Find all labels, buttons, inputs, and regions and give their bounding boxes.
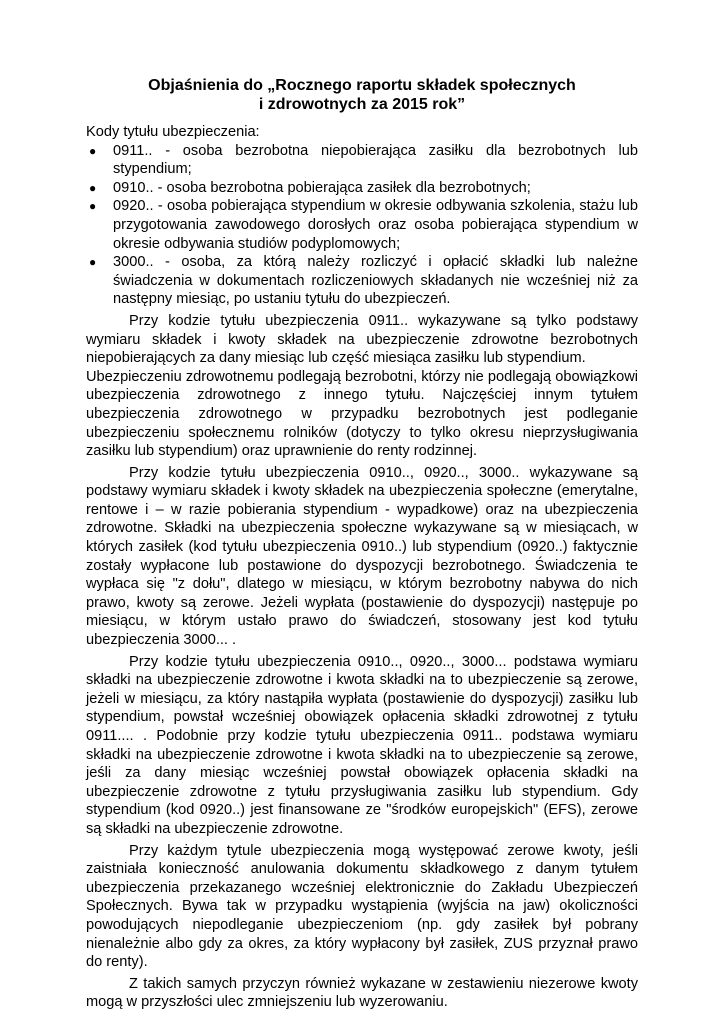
document-body	[86, 123, 638, 1012]
paragraph-0911: Przy kodzie tytułu ubezpieczenia 0911.. wykazywane są tylko podstawy wymiaru składek i kwoty składek na ubezpieczenie zdrowotne bezrobotnych niepobierających za dany miesiąc lub część miesiąca zasiłku lub stypendium.	[86, 312, 638, 367]
title-line-1: Objaśnienia do „Rocznego raportu składek społecznych	[148, 77, 576, 94]
list-item	[86, 253, 638, 309]
code-0920-text: 0920.. - osoba pobierająca stypendium w okresie odbywania szkolenia, stażu lub przygotowania zawodowego dorosłych oraz osoba pobierająca stypendium w okresie odbywania studiów podyplomowych;	[113, 198, 638, 252]
code-3000-text: 3000.. - osoba, za którą należy rozliczyć i opłacić składki lub należne świadczenia w dokumentach rozliczeniowych składanych nie wcześniej niż za następny miesiąc, po ustaniu tytułu do ubezpieczeń.	[113, 254, 638, 308]
code-0911-text: 0911.. - osoba bezrobotna niepobierająca zasiłku dla bezrobotnych lub stypendium;	[113, 142, 638, 178]
paragraph-zero-health-contribution: Przy kodzie tytułu ubezpieczenia 0910.., 0920.., 3000... podstawa wymiaru składki na ubezpieczenie zdrowotne i kwota składki na to ubezpieczenie są zerowe, jeżeli w miesiącu, za który nastąpiła wypłata (postawienie do dyspozycji) zasiłku lub stypendium, powstał wcześniej obowiązek opłacenia składki zdrowotnej z tytułu 0911.... . Podobnie przy kodzie tytułu ubezpieczenia 0911.. podstawa wymiaru składki na ubezpieczenie zdrowotne i kwota składki na to ubezpieczenie są zerowe, jeśli za dany miesiąc wcześniej powstał obowiązek opłacenia składki na ubezpieczenie zdrowotne z tytułu przysługiwania zasiłku lub stypendium. Gdy stypendium (kod 0920..) jest finansowane ze "środków europejskich" (EFS), zerowe są składki na ubezpieczenie zdrowotne.	[86, 653, 638, 837]
bullet-icon: ●	[89, 143, 97, 158]
codes-intro: Kody tytułu ubezpieczenia:	[86, 124, 260, 140]
title-line-2: i zdrowotnych za 2015 rok”	[258, 96, 466, 113]
bullet-icon: ●	[89, 180, 97, 195]
document-title	[86, 76, 638, 114]
insurance-codes-list	[86, 142, 638, 309]
list-item	[86, 179, 638, 198]
code-0910-text: 0910.. - osoba bezrobotna pobierająca zasiłek dla bezrobotnych;	[113, 179, 531, 196]
paragraph-future-changes: Z takich samych przyczyn również wykazane w zestawieniu niezerowe kwoty mogą w przyszłości ulec zmniejszeniu lub wyzerowaniu.	[86, 975, 638, 1011]
paragraph-annulment: Przy każdym tytule ubezpieczenia mogą występować zerowe kwoty, jeśli zaistniała konieczność anulowania dokumentu składkowego z danym tytułem ubezpieczenia przekazanego wcześniej elektronicznie do Zakładu Ubezpieczeń Społecznych. Bywa tak w przypadku wystąpienia (wyjścia na jaw) okoliczności powodujących niepodleganie ubezpieczeniom (np. gdy zasiłek był pobrany nienależnie albo gdy za okres, za który wypłacony był zasiłek, ZUS przyznał prawo do renty).	[86, 842, 638, 971]
document-page	[86, 76, 638, 1012]
list-item	[86, 197, 638, 253]
list-item	[86, 142, 638, 179]
paragraph-health-insurance: Ubezpieczeniu zdrowotnemu podlegają bezrobotni, którzy nie podlegają obowiązkowi ubezpieczenia zdrowotnego z innego tytułu. Najczęściej innym tytułem ubezpieczenia zdrowotnego w przypadku bezrobotnych jest podleganie ubezpieczeniu społecznemu rolników (dotyczy to tylko okresu nieprzysługiwania zasiłku lub stypendium) oraz uprawnienie do renty rodzinnej.	[86, 368, 638, 460]
bullet-icon: ●	[89, 199, 97, 214]
paragraph-0910-0920-3000: Przy kodzie tytułu ubezpieczenia 0910.., 0920.., 3000.. wykazywane są podstawy wymiaru składek i kwoty składek na ubezpieczenia społeczne (emerytalne, rentowe i – w razie pobierania stypendium - wypadkowe) oraz na ubezpieczenia zdrowotne. Składki na ubezpieczenia społeczne wykazywane są w miesiącach, w których zasiłek (kod tytułu ubezpieczenia 0910..) lub stypendium (0920..) faktycznie zostały wypłacone lub postawione do dyspozycji bezrobotnego. Świadczenia te wypłaca się "z dołu", dlatego w miesiącu, w którym bezrobotny nabywa do nich prawo, kwoty są zerowe. Jeżeli wypłata (postawienie do dyspozycji) następuje po miesiącu, w którym ustało prawo do świadczeń, stosowany jest kod tytułu ubezpieczenia 3000... .	[86, 464, 638, 649]
bullet-icon: ●	[89, 255, 97, 270]
